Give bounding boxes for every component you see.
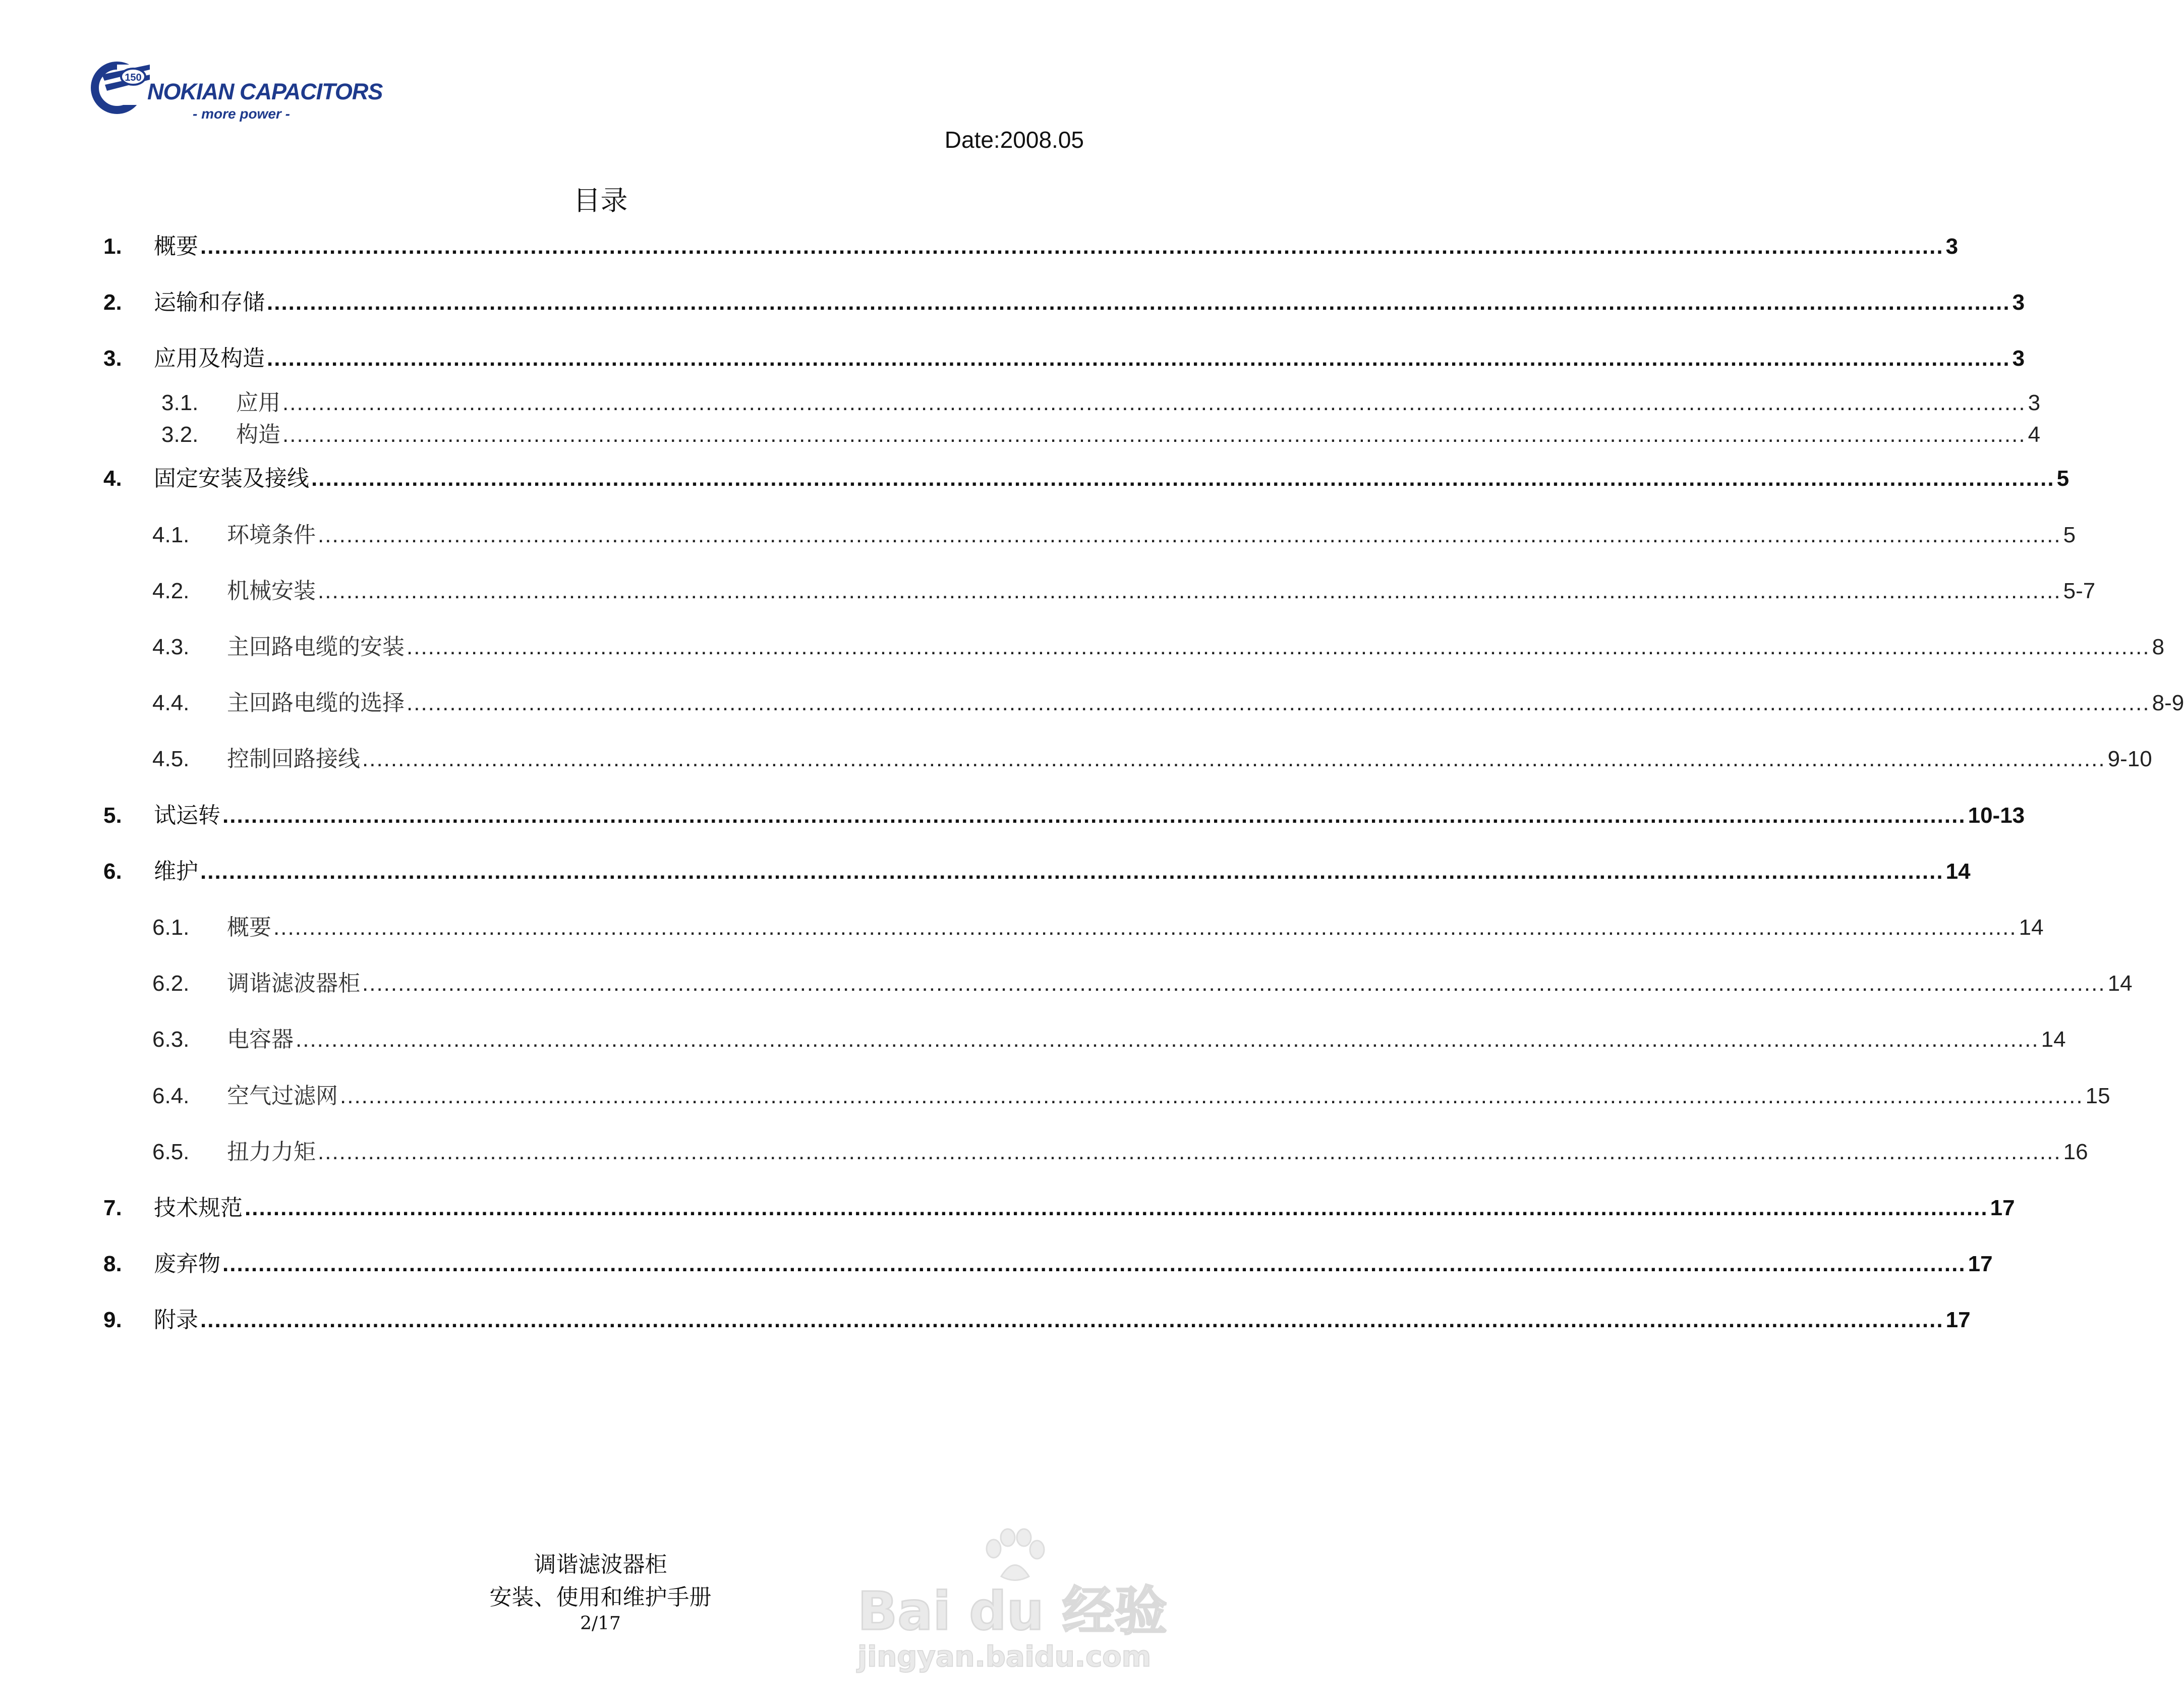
toc-entry-number: 6.5. (152, 1140, 190, 1164)
toc-entry-page: 17 (1990, 1196, 2015, 1220)
toc-entry-label: 扭力力矩 (227, 1139, 316, 1165)
toc-entry-number: 9. (103, 1308, 122, 1332)
toc-leader-dots: ................................................................................................................................................................................................................................................... (340, 1084, 2084, 1108)
toc-leader-dots: ................................................................................................................................................................................................................................................... (200, 859, 1944, 884)
toc-entry-number: 6.4. (152, 1084, 190, 1108)
toc-leader-dots: ................................................................................................................................................................................................................................................... (362, 747, 2106, 771)
toc-leader-dots: ................................................................................................................................................................................................................................................... (318, 523, 2061, 547)
toc-entry-page: 14 (2019, 915, 2044, 940)
toc-entry-label: 机械安装 (227, 578, 316, 604)
toc-entry-number: 3. (103, 346, 122, 371)
toc-leader-dots: ................................................................................................................................................................................................................................................... (318, 1140, 2061, 1164)
toc-entry[interactable] (103, 340, 2025, 371)
toc-entry-number: 4.2. (152, 579, 190, 603)
toc-entry-label: 空气过滤网 (227, 1083, 338, 1109)
toc-subentry[interactable] (152, 629, 2165, 660)
toc-entry-label: 概要 (154, 234, 198, 259)
toc-entry-number: 5. (103, 803, 122, 828)
toc-leader-dots: ................................................................................................................................................................................................................................................... (267, 290, 2010, 315)
toc-entry-page: 3 (1945, 234, 1959, 259)
toc-leader-dots: ................................................................................................................................................................................................................................................... (222, 803, 1966, 828)
toc-entry[interactable] (103, 1190, 2015, 1221)
toc-entry-label: 调谐滤波器柜 (227, 971, 360, 996)
toc-entry-label: 概要 (227, 915, 271, 940)
toc-entry-page: 5 (2056, 466, 2070, 491)
toc-subentry[interactable] (152, 685, 2184, 716)
toc-entry-number: 2. (103, 290, 122, 315)
document-date: Date:2008.05 (944, 127, 1084, 153)
logo-badge: 150 (125, 72, 142, 83)
toc-entry-page: 5-7 (2063, 579, 2096, 603)
toc-leader-dots: ................................................................................................................................................................................................................................................... (407, 691, 2150, 715)
toc-entry-number: 7. (103, 1196, 122, 1220)
toc-entry-number: 4.4. (152, 691, 190, 715)
baidu-watermark (857, 1528, 1167, 1680)
toc-entry-number: 4.1. (152, 523, 190, 547)
toc-title: 目录 (573, 185, 628, 216)
toc-entry-label: 废弃物 (154, 1251, 220, 1277)
toc-entry-label: 应用 (236, 390, 280, 416)
toc-entry-page: 9-10 (2107, 747, 2152, 771)
footer-title: 调谐滤波器柜 (534, 1552, 667, 1577)
toc-entry-label: 环境条件 (227, 522, 316, 548)
toc-leader-dots: ................................................................................................................................................................................................................................................... (407, 635, 2150, 659)
toc-entry[interactable] (103, 460, 2070, 491)
toc-entry[interactable] (103, 228, 1959, 259)
toc-subentry[interactable] (152, 1021, 2066, 1052)
toc-leader-dots: ................................................................................................................................................................................................................................................... (282, 422, 2026, 447)
toc-subentry[interactable] (152, 1134, 2088, 1165)
toc-leader-dots: ................................................................................................................................................................................................................................................... (200, 234, 1944, 259)
toc-entry-page: 14 (1945, 859, 1971, 884)
toc-entry-page: 14 (2107, 971, 2133, 996)
toc-subentry[interactable] (152, 517, 2076, 548)
toc-entry-page: 16 (2063, 1140, 2088, 1164)
toc-entry-number: 4.3. (152, 635, 190, 659)
watermark-url: jingyan.baidu.com (857, 1640, 1152, 1673)
toc-entry-page: 3 (2028, 390, 2041, 415)
toc-entry[interactable] (103, 1245, 1993, 1277)
toc-leader-dots: ................................................................................................................................................................................................................................................... (296, 1027, 2039, 1052)
toc-entry-number: 3.1. (161, 390, 199, 415)
toc-entry-label: 应用及构造 (154, 346, 265, 371)
toc-entry-number: 3.2. (161, 422, 199, 447)
toc-entry[interactable] (103, 797, 2025, 828)
toc-entry-page: 10-13 (1968, 803, 2025, 828)
toc-entry-label: 控制回路接线 (227, 746, 360, 772)
company-logo (87, 54, 389, 130)
toc-entry-label: 技术规范 (154, 1195, 243, 1221)
toc-entry-label: 维护 (154, 859, 198, 884)
toc-entry-page: 3 (2012, 290, 2025, 315)
toc-subentry[interactable] (161, 416, 2041, 447)
toc-subentry[interactable] (152, 965, 2133, 996)
logo-tagline: - more power - (193, 106, 290, 122)
toc-entry-page: 8-9 (2152, 691, 2184, 715)
toc-leader-dots: ................................................................................................................................................................................................................................................... (267, 346, 2010, 371)
toc-leader-dots: ................................................................................................................................................................................................................................................... (362, 971, 2106, 996)
toc-leader-dots: ................................................................................................................................................................................................................................................... (200, 1308, 1944, 1332)
toc-entry-label: 试运转 (154, 803, 220, 828)
logo-text: NOKIAN CAPACITORS (147, 79, 383, 104)
toc-subentry[interactable] (152, 1078, 2110, 1109)
toc-entry[interactable] (103, 853, 1971, 884)
toc-leader-dots: ................................................................................................................................................................................................................................................... (222, 1252, 1966, 1276)
toc-subentry[interactable] (152, 573, 2096, 604)
toc-leader-dots: ................................................................................................................................................................................................................................................... (311, 466, 2055, 491)
toc-leader-dots: ................................................................................................................................................................................................................................................... (318, 579, 2061, 603)
toc-entry-label: 运输和存储 (154, 290, 265, 315)
logo-emblem-icon (87, 54, 152, 125)
toc-entry-number: 6. (103, 859, 122, 884)
toc-entry-page: 8 (2152, 635, 2165, 659)
toc-entry[interactable] (103, 1301, 1971, 1333)
toc-entry-label: 主回路电缆的选择 (227, 690, 405, 716)
toc-entry-label: 固定安装及接线 (154, 466, 309, 491)
toc-entry-page: 3 (2012, 346, 2025, 371)
toc-leader-dots: ................................................................................................................................................................................................................................................... (245, 1196, 1988, 1220)
toc-entry-number: 8. (103, 1252, 122, 1276)
toc-entry-page: 15 (2085, 1084, 2110, 1108)
toc-subentry[interactable] (161, 384, 2041, 416)
toc-entry-page: 17 (1968, 1252, 1993, 1276)
toc-entry-number: 1. (103, 234, 122, 259)
toc-subentry[interactable] (152, 909, 2044, 940)
toc-entry[interactable] (103, 284, 2025, 315)
toc-entry-number: 4. (103, 466, 122, 491)
toc-entry-page: 4 (2028, 422, 2041, 447)
toc-entry-number: 4.5. (152, 747, 190, 771)
toc-leader-dots: ................................................................................................................................................................................................................................................... (273, 915, 2017, 940)
toc-entry-page: 5 (2063, 523, 2076, 547)
toc-entry-label: 附录 (154, 1307, 198, 1333)
toc-entry-label: 构造 (236, 422, 280, 447)
toc-subentry[interactable] (152, 741, 2152, 772)
toc-leader-dots: ................................................................................................................................................................................................................................................... (282, 390, 2026, 415)
toc-entry-number: 6.2. (152, 971, 190, 996)
toc-entry-page: 17 (1945, 1308, 1971, 1332)
watermark-brand: Bai du 经验 (857, 1580, 1167, 1642)
page-indicator: 2/17 (580, 1613, 621, 1634)
toc-entry-page: 14 (2041, 1027, 2066, 1052)
toc-entry-number: 6.1. (152, 915, 190, 940)
footer-subtitle: 安装、使用和维护手册 (489, 1584, 712, 1610)
toc-entry-number: 6.3. (152, 1027, 190, 1052)
toc-entry-label: 电容器 (227, 1027, 294, 1052)
toc-entry-label: 主回路电缆的安装 (227, 634, 405, 660)
